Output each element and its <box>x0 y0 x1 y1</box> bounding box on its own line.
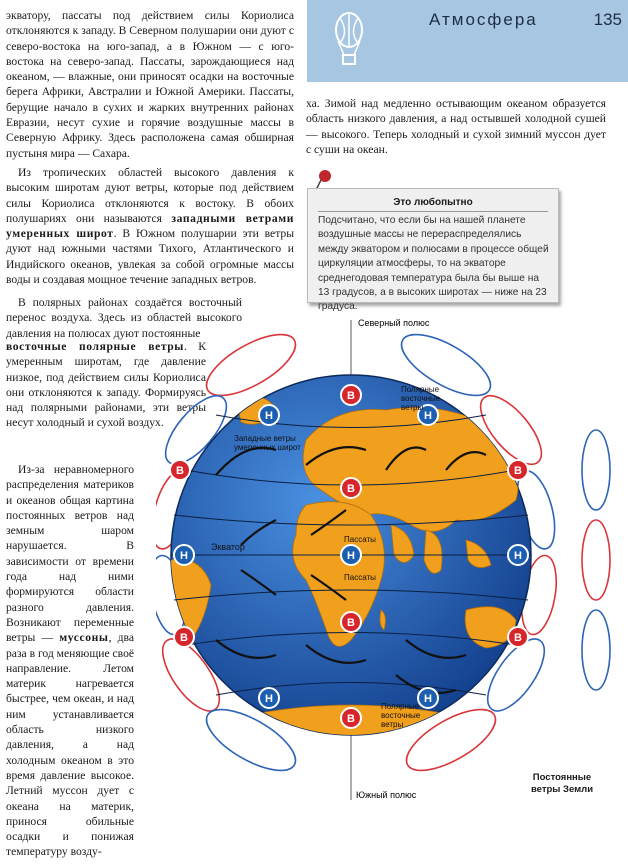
svg-text:Н: Н <box>180 550 188 562</box>
low-pressure-marker <box>259 405 279 425</box>
trades-label-north: Пассаты <box>344 535 376 544</box>
term-westerlies: западными ветрами умеренных широт <box>6 211 294 241</box>
south-pole-label: Южный полюс <box>356 790 417 800</box>
svg-text:В: В <box>347 390 355 402</box>
svg-text:В: В <box>347 713 355 725</box>
paragraph-polar-intro: В полярных районах создаётся восточный перенос воздуха. Здесь из областей высокого давления на полюсах дуют постоянные <box>6 296 242 340</box>
fact-box <box>307 188 559 313</box>
globe-wind-map <box>156 310 628 807</box>
svg-text:Н: Н <box>265 410 273 422</box>
svg-text:В: В <box>514 465 522 477</box>
term-monsoons: муссоны <box>59 631 109 645</box>
section-header <box>307 0 628 82</box>
svg-text:Н: Н <box>514 550 522 562</box>
svg-text:Н: Н <box>424 693 432 705</box>
north-pole-label: Северный полюс <box>358 318 430 328</box>
high-pressure-marker <box>341 478 361 498</box>
svg-text:В: В <box>347 483 355 495</box>
svg-text:В: В <box>176 465 184 477</box>
section-title: Атмосфера <box>429 10 538 29</box>
polar-easterlies-north-label: Полярные восточные ветры <box>401 385 441 412</box>
high-pressure-marker <box>341 612 361 632</box>
polar-easterlies-south-label: Полярные восточные ветры <box>381 702 421 729</box>
svg-text:Н: Н <box>265 693 273 705</box>
svg-text:Н: Н <box>424 410 432 422</box>
svg-text:В: В <box>514 632 522 644</box>
figure-caption: Постоянные ветры Земли <box>530 772 594 795</box>
paragraph-monsoons: Из-за неравномерного распределения материков и океанов общая картина постоянных ветров над земным шаром нарушается. В зависимости от времени года над ними формируются области разного давления. Возникают переменные ветры — муссоны, два раза в год меняющие своё направление. Летом материк нагревается быстрее, чем океан, и над ним устанавливается область низкого давления, а над холодным океаном в это время давление высокое. Летний муссон дует с океана на материк, принося обильные осадки и понижая температуру возду- <box>6 463 135 859</box>
term-polar-easterlies: восточные полярные ветры <box>6 340 184 353</box>
fact-box-heading: Это любопытно <box>393 197 473 208</box>
left-column-top <box>6 8 294 291</box>
low-pressure-marker <box>341 545 361 565</box>
svg-text:В: В <box>180 632 188 644</box>
low-pressure-marker <box>508 545 528 565</box>
trades-label-south: Пассаты <box>344 573 376 582</box>
low-pressure-marker <box>174 545 194 565</box>
svg-text:Н: Н <box>347 550 355 562</box>
paragraph-trade-winds: экватору, пассаты под действием силы Кориолиса отклоняются к западу. В Северном полушарии они дуют с северо-востока на юго-запад, а в Южном — с юго-востока на северо-запад. Пассаты, зарождающиеся над океаном, — влажные, они приносят осадки на восточные берега Африки, Австралии и Южной Америки. Пассаты, берущие начало в сухих и жарких внутренних районах Евразии, несут сухие и горячие воздушные массы в Северную Африку. Здесь расположена самая обширная пустыня мира — Сахара. <box>6 9 294 160</box>
high-pressure-marker <box>170 460 190 480</box>
high-pressure-marker <box>341 385 361 405</box>
right-column-text: ха. Зимой над медленно остывающим океаном образуется область низкого давления, а над остывшей холодной сушей — высокого. Теперь холодный и сухой зимний муссон дует с суши на океан. <box>306 97 606 156</box>
high-pressure-marker <box>174 627 194 647</box>
fact-box-text: Подсчитано, что если бы на нашей планете воздушные массы не перераспределялись между экватором и полюсами в процессе общей циркуляции атмосферы, то на экваторе среднегодовая температура была бы выше на 13 градусов, а в высоких широтах — ниже на 23 градуса. <box>318 215 549 313</box>
paragraph-polar: восточные полярные ветры. К умеренным широтам, где давление низкое, под действием силы Кориолиса они отклоняются к западу. Формируясь над полярными районами, эти ветры несут холодный и сухой воздух. <box>6 340 207 430</box>
paragraph-westerlies: Из тропических областей высокого давления к высоким широтам дуют ветры, которые под действием силы Кориолиса отклоняются к востоку. В обоих полушариях они называются западными ветрами умеренных широт. В Южном полушарии эти ветры дуют над южными частями Тихого, Атлантического и Индийского океанов, увлекая за собой огромные массы воды и создавая мощное течение западных ветров. <box>6 165 294 287</box>
high-pressure-marker <box>508 460 528 480</box>
balloon-icon <box>329 10 369 70</box>
svg-text:В: В <box>347 617 355 629</box>
high-pressure-marker <box>341 708 361 728</box>
page-number: 135 <box>593 10 622 29</box>
low-pressure-marker <box>259 688 279 708</box>
equator-label: Экватор <box>211 542 245 552</box>
fact-box-divider <box>318 211 548 212</box>
westerlies-label: Западные ветры умеренных широт <box>234 434 301 452</box>
high-pressure-marker <box>508 627 528 647</box>
